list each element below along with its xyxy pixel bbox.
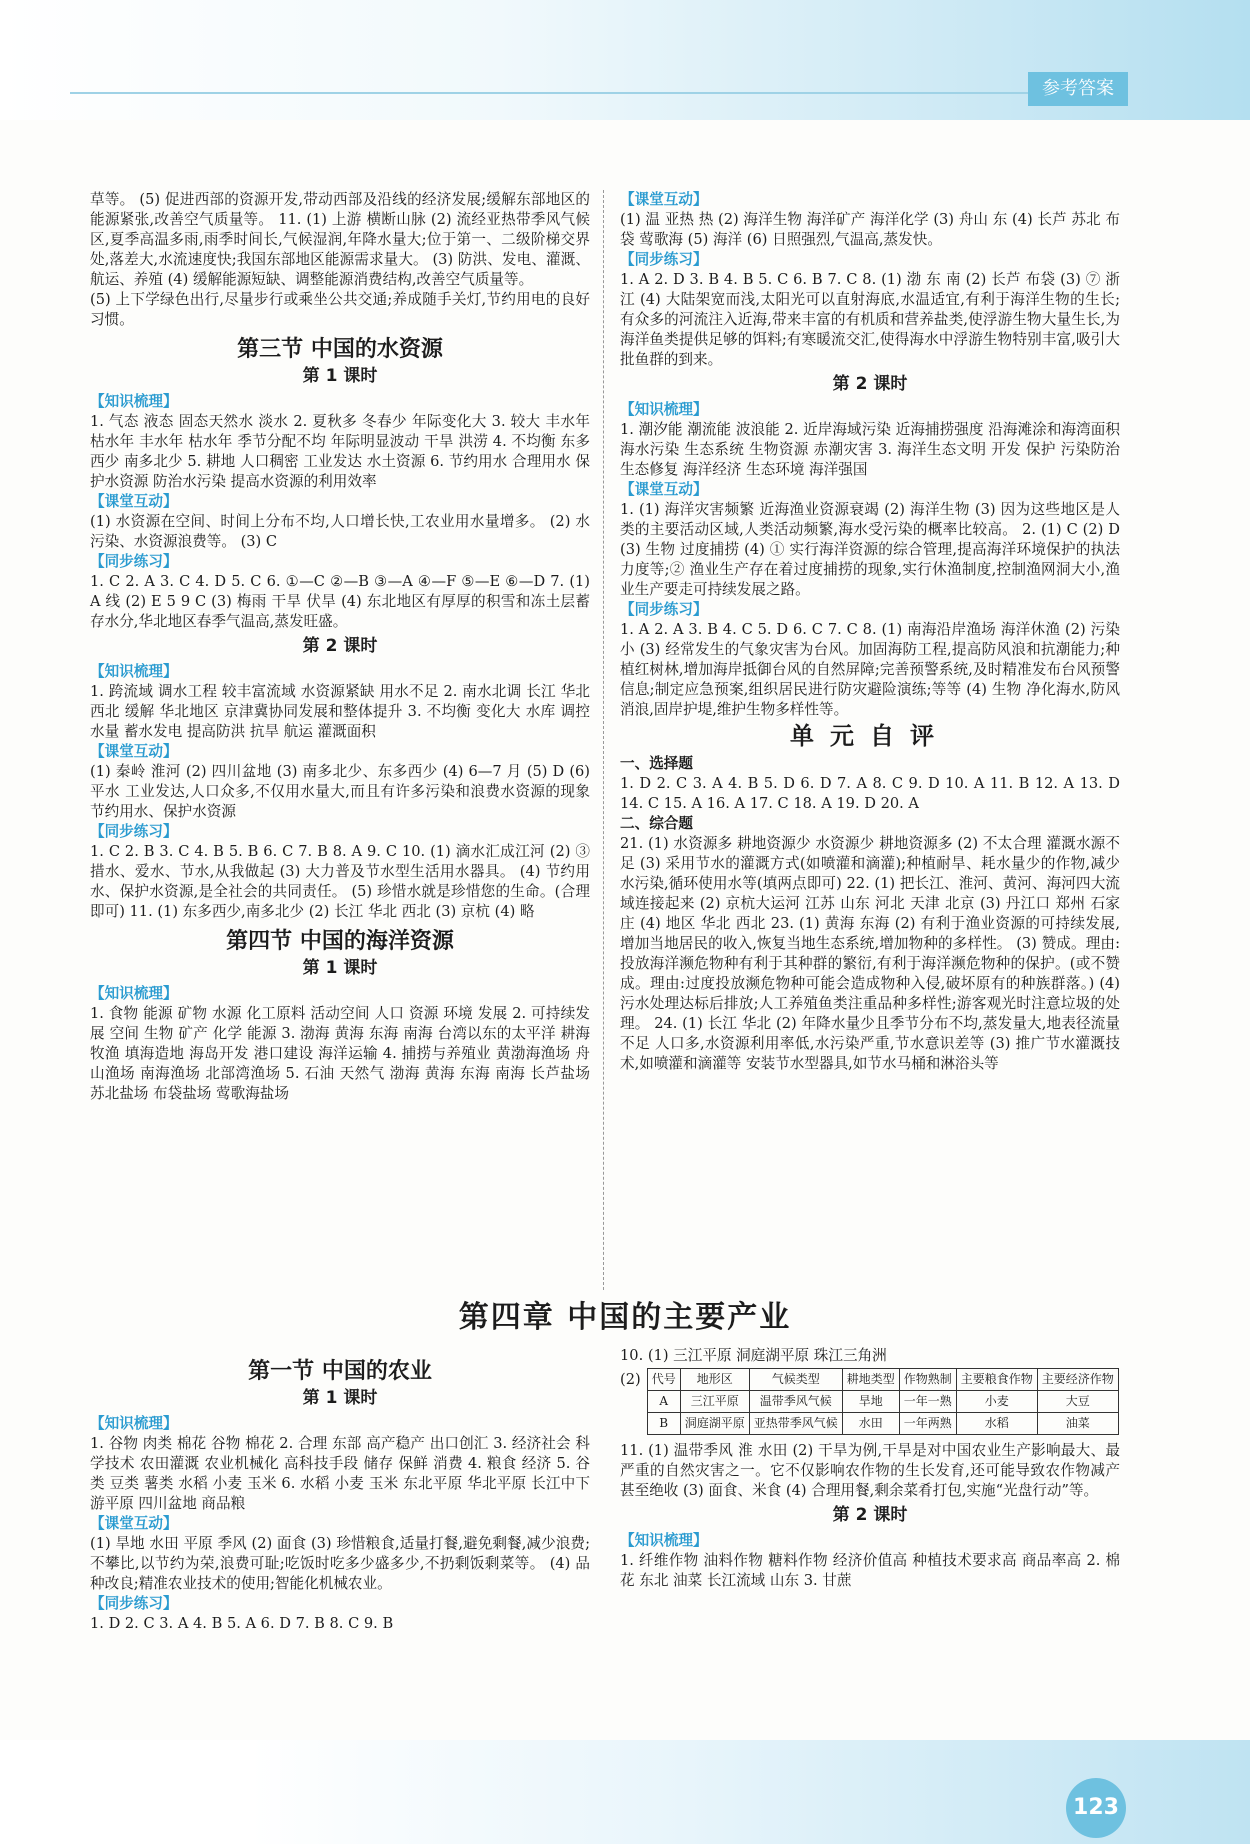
right-column-top xyxy=(620,190,1120,1074)
table-cell: 大豆 xyxy=(1037,1391,1118,1413)
answer-paragraph: 1. 潮汐能 潮流能 波浪能 2. 近岸海域污染 近海捕捞强度 沿海滩涂和海湾面积 海水污染 生态系统 生物资源 赤潮灾害 3. 海洋生态文明 开发 保护 污染防治 生态修复 海洋经济 生态环境 海洋强国 xyxy=(620,421,1120,478)
left-column-bottom xyxy=(90,1352,590,1634)
left-column-top xyxy=(90,190,590,1104)
subsection-title: 二、综合题 xyxy=(620,815,693,832)
crop-table xyxy=(647,1368,1119,1435)
table-cell: 旱地 xyxy=(842,1391,899,1413)
table-cell: 一年一熟 xyxy=(899,1391,956,1413)
answer-paragraph: 1. 纤维作物 油料作物 糖料作物 经济价值高 种植技术要求高 商品率高 2. 棉花 东北 油菜 长江流域 山东 3. 甘蔗 xyxy=(620,1552,1120,1589)
section-heading: 【 课堂互动 】 xyxy=(620,190,1120,210)
section-heading: 【 知识梳理 】 xyxy=(90,1414,590,1434)
section-heading: 【 同步练习 】 xyxy=(90,822,590,842)
answer-key-tab: 参考答案 xyxy=(1028,72,1128,106)
answer-paragraph: 11. (1) 温带季风 淮 水田 (2) 干旱为例,干旱是对中国农业生产影响最大、最严重的自然灾害之一。它不仅影响农作物的生长发育,还可能导致农作物减产甚至绝收 (3) 面食、米食 (4) 合理用餐,剩余菜肴打包,实施“光盘行动”等。 xyxy=(620,1442,1120,1499)
section-heading: 【 课堂互动 】 xyxy=(90,1514,590,1534)
section-heading: 【 课堂互动 】 xyxy=(90,492,590,512)
section-heading: 【 课堂互动 】 xyxy=(90,742,590,762)
answer-paragraph: (1) 水资源在空间、时间上分布不均,人口增长快,工农业用水量增多。 (2) 水污染、水资源浪费等。 (3) C xyxy=(90,513,590,550)
section-heading: 【 知识梳理 】 xyxy=(90,392,590,412)
answer-paragraph: (5) 上下学绿色出行,尽量步行或乘坐公共交通;养成随手关灯,节约用电的良好习惯。 xyxy=(90,291,590,328)
table-header: 耕地类型 xyxy=(842,1369,899,1391)
chapter-title: 第四章 中国的主要产业 xyxy=(458,1300,792,1335)
answer-paragraph: 1. 谷物 肉类 棉花 谷物 棉花 2. 合理 东部 高产稳产 出口创汇 3. 经济社会 科学技术 农田灌溉 农业机械化 高科技手段 储存 保鲜 消费 4. 粮食 经济 5. 谷类 豆类 薯类 水稻 小麦 玉米 6. 水稻 小麦 玉米 东北平原 华北平原 长江中下游平原 四川盆地 商品粮 xyxy=(90,1435,590,1512)
answer-paragraph: 草等。 (5) 促进西部的资源开发,带动西部及沿线的经济发展;缓解东部地区的能源紧张,改善空气质量等。 11. (1) 上游 横断山脉 (2) 流经亚热带季风气候区,夏季高温多雨,雨季时间长,气候湿润,年降水量大;位于第一、二级阶梯交界处,落差大,水流速度快;我国东部地区能源需求量大。 (3) 防洪、发电、灌溉、航运、养殖 (4) 缓解能源短缺、调整能源消费结构,改善空气质量等。 xyxy=(90,191,590,288)
table-cell: 水田 xyxy=(842,1413,899,1435)
table-header: 代号 xyxy=(647,1369,680,1391)
subsection-title: 一、选择题 xyxy=(620,755,693,772)
answer-paragraph: 1. (1) 海洋灾害频繁 近海渔业资源衰竭 (2) 海洋生物 (3) 因为这些地区是人类的主要活动区域,人类活动频繁,海水受污染的概率比较高。 2. (1) C (2) D (3) 生物 过度捕捞 (4) ① 实行海洋资源的综合管理,提高海洋环境保护的执法力度等;② 渔业生产存在着过度捕捞的现象,实行休渔制度,控制渔网洞大小,渔业生产要走可持续发展之路。 xyxy=(620,501,1120,598)
answer-paragraph: 1. C 2. B 3. C 4. B 5. B 6. C 7. B 8. A 9. C 10. (1) 滴水汇成江河 (2) ③ 措水、爱水、节水,从我做起 (3) 大力普及节水型生活用水器具。 (4) 节约用水、保护水资源,是全社会的共同责任。 (5) 珍惜水就是珍惜您的生命。(合理即可) 11. (1) 东多西少,南多北少 (2) 长江 华北 西北 (3) 京杭 (4) 略 xyxy=(90,843,590,920)
answer-paragraph: (1) 秦岭 淮河 (2) 四川盆地 (3) 南多北少、东多西少 (4) 6—7 月 (5) D (6) 平水 工业发达,人口众多,不仅用水量大,而且有许多污染和浪费水资源的现象 节约用水、保护水资源 xyxy=(90,763,590,820)
footer-band xyxy=(0,1740,1250,1844)
table-header: 作物熟制 xyxy=(899,1369,956,1391)
table-cell: 一年两熟 xyxy=(899,1413,956,1435)
answer-paragraph: 1. A 2. A 3. B 4. C 5. D 6. C 7. C 8. (1) 南海沿岸渔场 海洋休渔 (2) 污染小 (3) 经常发生的气象灾害为台风。加固海防工程,提高防风浪和抗潮能力;种植红树林,增加海岸抵御台风的自然屏障;完善预警系统,及时精准发布台风预警信息;制定应急预案,组织居民进行防灾避险演练;等等 (4) 生物 净化海水,防风消浪,固岸护堤,维护生物多样性等。 xyxy=(620,621,1120,718)
table-cell: 三江平原 xyxy=(680,1391,749,1413)
table-row xyxy=(647,1391,1118,1413)
page-number: 123 xyxy=(1066,1778,1126,1838)
table-label: (2) xyxy=(620,1371,641,1388)
unit-title: 单元自评 xyxy=(790,722,950,750)
table-header: 主要粮食作物 xyxy=(956,1369,1037,1391)
answer-paragraph: 1. 气态 液态 固态天然水 淡水 2. 夏秋多 冬春少 年际变化大 3. 较大 丰水年 枯水年 丰水年 枯水年 季节分配不均 年际明显波动 干旱 洪涝 4. 不均衡 东多西少 南多北少 5. 耕地 人口稠密 工业发达 水土资源 6. 节约用水 合理用水 保护水资源 防治水污染 提高水资源的利用效率 xyxy=(90,413,590,490)
section-heading: 【 知识梳理 】 xyxy=(620,400,1120,420)
table-cell: 温带季风气候 xyxy=(749,1391,842,1413)
lesson-title: 第 1 课时 xyxy=(302,958,378,978)
section-heading: 【 同步练习 】 xyxy=(90,552,590,572)
table-header-row xyxy=(647,1369,1118,1391)
answer-paragraph: (1) 旱地 水田 平原 季风 (2) 面食 (3) 珍惜粮食,适量打餐,避免剩餐,减少浪费;不攀比,以节约为荣,浪费可耻;吃饭时吃多少盛多少,不扔剩饭剩菜等。 (4) 品种改良;精准农业技术的使用;智能化机械农业。 xyxy=(90,1535,590,1592)
table-row xyxy=(647,1413,1118,1435)
section-heading: 【 课堂互动 】 xyxy=(620,480,1120,500)
table-cell: 油菜 xyxy=(1037,1413,1118,1435)
right-column-bottom-answers xyxy=(620,1441,1120,1591)
table-header: 气候类型 xyxy=(749,1369,842,1391)
right-column-bottom xyxy=(620,1346,1120,1591)
answer-paragraph: 21. (1) 水资源多 耕地资源少 水资源少 耕地资源多 (2) 不太合理 灌溉水源不足 (3) 采用节水的灌溉方式(如喷灌和滴灌);种植耐旱、耗水量少的作物,减少水污染,循环使用水等(填两点即可) 22. (1) 把长江、淮河、黄河、海河四大流域连接起来 (2) 京杭大运河 江苏 山东 河北 天津 北京 (3) 丹江口 郑州 石家庄 (4) 地区 华北 西北 23. (1) 黄海 东海 (2) 有利于渔业资源的可持续发展,增加当地居民的收入,恢复当地生态系统,增加物种的多样性。 (3) 赞成。理由:投放海洋濒危物种有利于其种群的繁衍,有利于海洋濒危物种的保护。(或不赞成。理由:过度投放濒危物种可能会造成物种入侵,破坏原有的种族群落。) (4) 污水处理达标后排放;人工养殖鱼类注重品种多样性;游客观光时注意垃圾的处理。 24. (1) 长江 华北 (2) 年降水量少且季节分布不均,蒸发量大,地表径流量不足 人口多,水资源利用率低,水污染严重,节水意识差等 (3) 推广节水灌溉技术,如喷灌和滴灌等 安装节水型器具,如节水马桶和淋浴头等 xyxy=(620,835,1120,1072)
section-title: 第四节 中国的海洋资源 xyxy=(226,929,454,954)
lesson-title: 第 2 课时 xyxy=(832,374,908,394)
answer-paragraph: 1. 食物 能源 矿物 水源 化工原料 活动空间 人口 资源 环境 发展 2. 可持续发展 空间 生物 矿产 化学 能源 3. 渤海 黄海 东海 南海 台湾以东的太平洋 耕海牧渔 填海造地 海岛开发 港口建设 海洋运输 4. 捕捞与养殖业 黄渤海渔场 舟山渔场 南海渔场 北部湾渔场 5. 石油 天然气 渤海 黄海 东海 南海 长芦盐场 苏北盐场 布袋盐场 莺歌海盐场 xyxy=(90,1005,590,1102)
section-heading: 【 同步练习 】 xyxy=(90,1594,590,1614)
answer-paragraph: 1. C 2. A 3. C 4. D 5. C 6. ①—C ②—B ③—A ④—F ⑤—E ⑥—D 7. (1) A 线 (2) E 5 9 C (3) 梅雨 干旱 伏旱 (4) 东北地区有厚厚的积雪和冻土层蓄存水分,华北地区春季气温高,蒸发旺盛。 xyxy=(90,573,590,630)
table-cell: 亚热带季风气候 xyxy=(749,1413,842,1435)
answer-paragraph: 1. D 2. C 3. A 4. B 5. A 6. D 7. B 8. C 9. B xyxy=(90,1615,394,1632)
lesson-title: 第 1 课时 xyxy=(302,366,378,386)
column-divider xyxy=(603,190,604,1290)
section-heading: 【 知识梳理 】 xyxy=(90,984,590,1004)
lesson-title: 第 2 课时 xyxy=(302,636,378,656)
section-title: 第一节 中国的农业 xyxy=(248,1359,432,1384)
question-10-intro: 10. (1) 三江平原 洞庭湖平原 珠江三角洲 xyxy=(620,1347,887,1364)
answer-paragraph: 1. 跨流域 调水工程 较丰富流域 水资源紧缺 用水不足 2. 南水北调 长江 华北 西北 缓解 华北地区 京津冀协同发展和整体提升 3. 不均衡 变化大 水库 调控水量 蓄水发电 提高防洪 抗旱 航运 灌溉面积 xyxy=(90,683,590,740)
section-heading: 【 知识梳理 】 xyxy=(620,1531,1120,1551)
lesson-title: 第 1 课时 xyxy=(302,1388,378,1408)
section-heading: 【 同步练习 】 xyxy=(620,600,1120,620)
table-cell: 水稻 xyxy=(956,1413,1037,1435)
section-heading: 【 知识梳理 】 xyxy=(90,662,590,682)
answer-paragraph: 1. A 2. D 3. B 4. B 5. C 6. B 7. C 8. (1) 渤 东 南 (2) 长芦 布袋 (3) ⑦ 浙江 (4) 大陆架宽而浅,太阳光可以直射海底,水温适宜,有利于海洋生物的生长;有众多的河流注入近海,带来丰富的有机质和营养盐类,使浮游生物大量生长,为海洋鱼类提供足够的饵料;有寒暖流交汇,使得海水中浮游生物特别丰富,吸引大批鱼群的到来。 xyxy=(620,271,1120,368)
table-cell: 洞庭湖平原 xyxy=(680,1413,749,1435)
lesson-title: 第 2 课时 xyxy=(832,1505,908,1525)
table-cell: B xyxy=(647,1413,680,1435)
table-header: 主要经济作物 xyxy=(1037,1369,1118,1391)
answer-paragraph: (1) 温 亚热 热 (2) 海洋生物 海洋矿产 海洋化学 (3) 舟山 东 (4) 长芦 苏北 布袋 莺歌海 (5) 海洋 (6) 日照强烈,气温高,蒸发快。 xyxy=(620,211,1120,248)
table-cell: A xyxy=(647,1391,680,1413)
answer-paragraph: 1. D 2. C 3. A 4. B 5. D 6. D 7. A 8. C 9. D 10. A 11. B 12. A 13. D 14. C 15. A 16. A 17. C 18. A 19. D 20. A xyxy=(620,775,1120,812)
section-heading: 【 同步练习 】 xyxy=(620,250,1120,270)
table-cell: 小麦 xyxy=(956,1391,1037,1413)
header-rule xyxy=(70,92,1110,94)
table-header: 地形区 xyxy=(680,1369,749,1391)
section-title: 第三节 中国的水资源 xyxy=(237,337,443,362)
